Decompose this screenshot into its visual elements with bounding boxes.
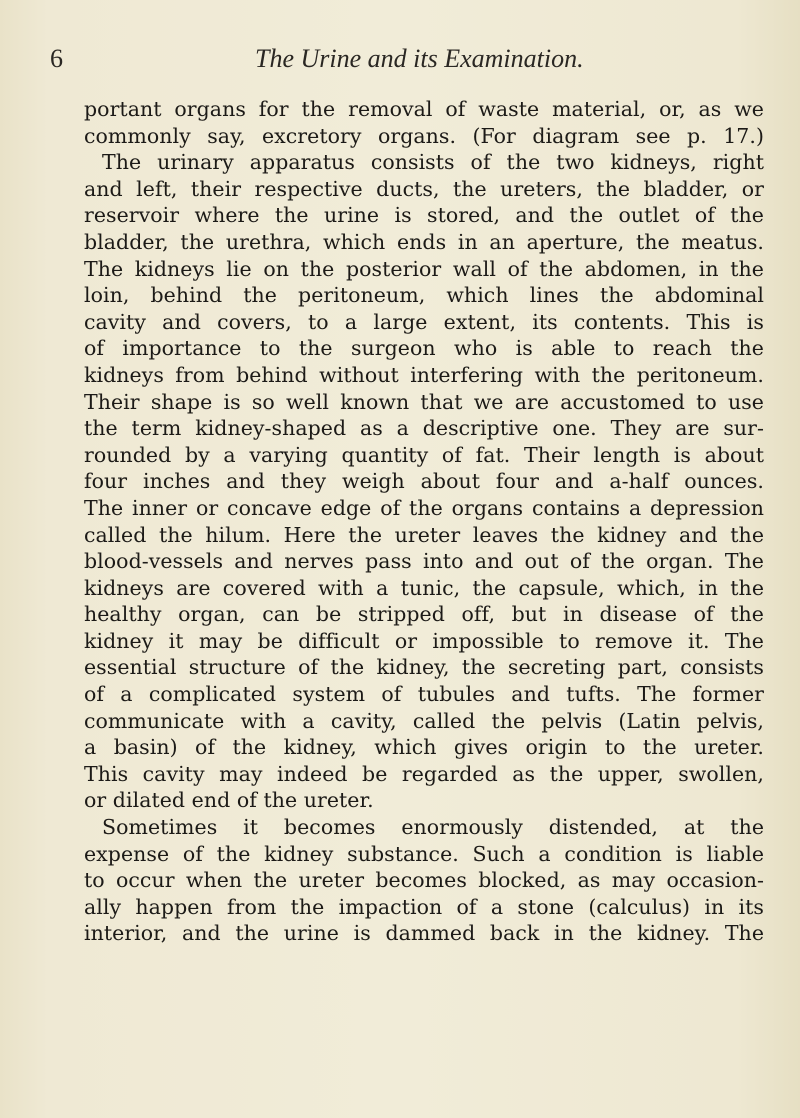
text-line: interior, and the urine is dammed back in the kidney. The [84, 921, 764, 946]
text-line: essential structure of the kidney, the secreting part, consists [84, 655, 764, 680]
text-line: four inches and they weigh about four and a-half ounces. [84, 469, 764, 494]
text-line: communicate with a cavity, called the pelvis (Latin pelvis, [84, 708, 764, 733]
paragraph-end-line: or dilated end of the ureter. [84, 788, 374, 813]
page-header [50, 42, 750, 82]
text-line: of a complicated system of tubules and tufts. The former [84, 682, 764, 707]
text-line: kidneys are covered with a tunic, the capsule, which, in the [84, 575, 764, 600]
text-line: rounded by a varying quantity of fat. Their length is about [84, 442, 764, 467]
text-line: to occur when the ureter becomes blocked, as may occasion- [84, 868, 764, 893]
page-number: 6 [50, 44, 63, 73]
paragraph-start-line: The urinary apparatus consists of the two kidneys, right [102, 150, 764, 175]
text-line: loin, behind the peritoneum, which lines the abdominal [84, 283, 764, 308]
text-line: cavity and covers, to a large extent, its contents. This is [84, 309, 764, 334]
text-line: kidney it may be difficult or impossible to remove it. The [84, 628, 764, 653]
paragraph-start-line: Sometimes it becomes enormously distended, at the [102, 815, 764, 840]
text-line: ally happen from the impaction of a stone (calculus) in its [84, 894, 764, 919]
text-line: of importance to the surgeon who is able to reach the [84, 336, 764, 361]
text-line: Their shape is so well known that we are accustomed to use [84, 389, 764, 414]
text-line: a basin) of the kidney, which gives origin to the ureter. [84, 735, 764, 760]
text-line: reservoir where the urine is stored, and the outlet of the [84, 203, 764, 228]
text-line: The kidneys lie on the posterior wall of the abdomen, in the [84, 256, 764, 281]
text-line: healthy organ, can be stripped off, but in disease of the [84, 602, 764, 627]
text-line: the term kidney-shaped as a descriptive one. They are sur- [84, 416, 764, 441]
text-line: This cavity may indeed be regarded as the upper, swollen, [84, 761, 764, 786]
running-head: The Urine and its Examination. [255, 44, 584, 73]
text-line: and left, their respective ducts, the ureters, the bladder, or [84, 176, 764, 201]
text-line: portant organs for the removal of waste material, or, as we [84, 97, 764, 121]
body-text [84, 96, 764, 947]
text-line: kidneys from behind without interfering with the peritoneum. [84, 362, 764, 387]
text-line: expense of the kidney substance. Such a condition is liable [84, 841, 764, 866]
text-line: commonly say, excretory organs. (For diagram see p. 17.) [84, 123, 764, 148]
text-line: The inner or concave edge of the organs contains a depression [84, 495, 764, 520]
text-line: bladder, the urethra, which ends in an aperture, the meatus. [84, 229, 764, 254]
text-line: called the hilum. Here the ureter leaves the kidney and the [84, 522, 764, 547]
text-line: blood-vessels and nerves pass into and out of the organ. The [84, 549, 764, 574]
